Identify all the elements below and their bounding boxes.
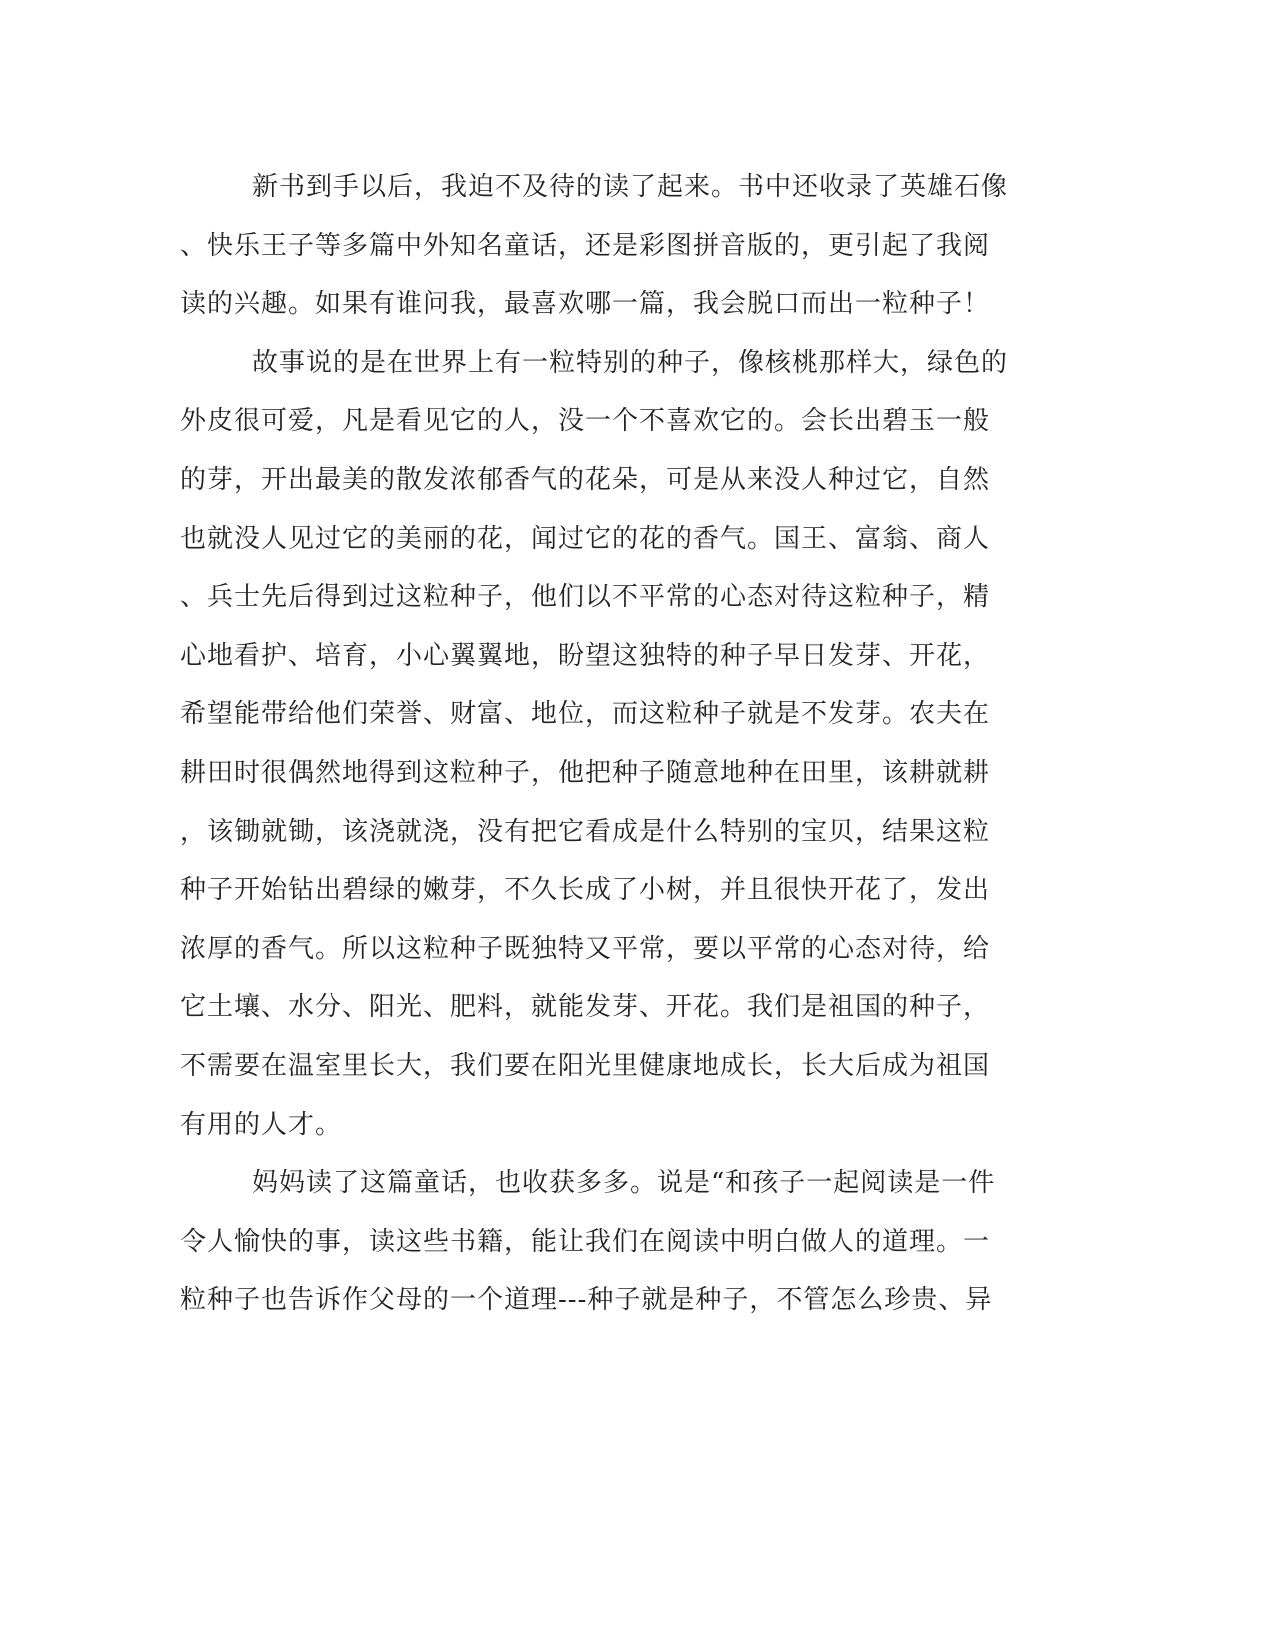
paragraph-2-line-9: ，该锄就锄，该浇就浇，没有把它看成是什么特别的宝贝，结果这粒 [180, 816, 991, 847]
paragraph-2-line-7: 希望能带给他们荣誉、财富、地位，而这粒种子就是不发芽。农夫在 [180, 699, 991, 730]
paragraph-3-line-3: 粒种子也告诉作父母的一个道理---种子就是种子，不管怎么珍贵、异 [180, 1285, 993, 1316]
paragraph-2-line-6: 心地看护、培育，小心翼翼地，盼望这独特的种子早日发芽、开花， [180, 640, 991, 671]
paragraph-2-line-12: 它土壤、水分、阳光、肥料，就能发芽、开花。我们是祖国的种子， [180, 992, 991, 1023]
paragraph-1-line-2: 、快乐王子等多篇中外知名童话，还是彩图拼音版的，更引起了我阅 [180, 230, 991, 261]
paragraph-2-line-1: 故事说的是在世界上有一粒特别的种子，像核桃那样大，绿色的 [252, 347, 1009, 378]
paragraph-2-line-5: 、兵士先后得到过这粒种子，他们以不平常的心态对待这粒种子，精 [180, 582, 991, 613]
paragraph-2-line-10: 种子开始钻出碧绿的嫩芽，不久长成了小树，并且很快开花了，发出 [180, 875, 991, 906]
paragraph-3-line-1: 妈妈读了这篇童话，也收获多多。说是“和孩子一起阅读是一件 [252, 1168, 996, 1199]
paragraph-2-line-13: 不需要在温室里长大，我们要在阳光里健康地成长，长大后成为祖国 [180, 1050, 991, 1081]
paragraph-2-line-4: 也就没人见过它的美丽的花，闻过它的花的香气。国王、富翁、商人 [180, 523, 991, 554]
paragraph-3-line-2: 令人愉快的事，读这些书籍，能让我们在阅读中明白做人的道理。一 [180, 1226, 991, 1257]
paragraph-2-line-2: 外皮很可爱，凡是看见它的人，没一个不喜欢它的。会长出碧玉一般 [180, 406, 991, 437]
paragraph-2-line-3: 的芽，开出最美的散发浓郁香气的花朵，可是从来没人种过它，自然 [180, 464, 991, 495]
paragraph-2-line-8: 耕田时很偶然地得到这粒种子，他把种子随意地种在田里，该耕就耕 [180, 757, 991, 788]
paragraph-1-line-1: 新书到手以后，我迫不及待的读了起来。书中还收录了英雄石像 [252, 172, 1009, 202]
paragraph-1-line-3: 读的兴趣。如果有谁问我，最喜欢哪一篇，我会脱口而出一粒种子！ [180, 289, 991, 320]
body-text [180, 158, 1040, 1330]
paragraph-2-line-11: 浓厚的香气。所以这粒种子既独特又平常，要以平常的心态对待，给 [180, 933, 991, 964]
paragraph-2-line-14: 有用的人才。 [180, 1109, 343, 1140]
